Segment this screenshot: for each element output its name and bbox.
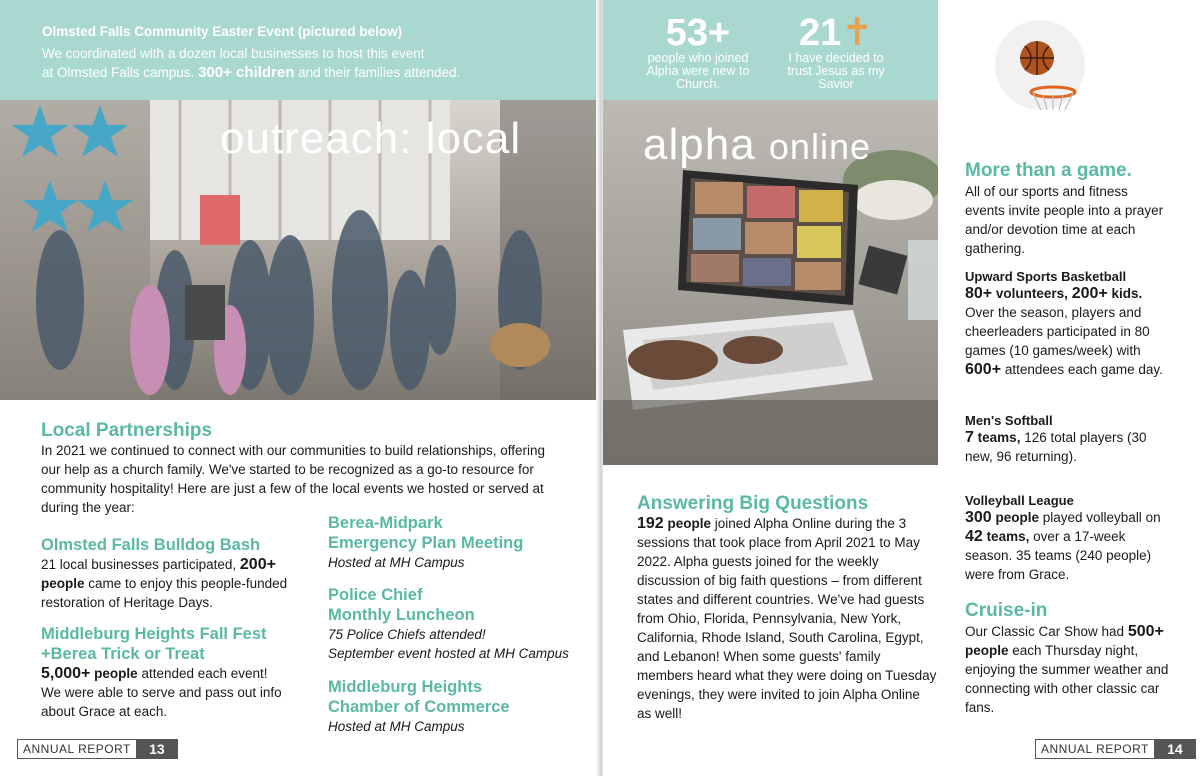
alpha-online-title: alpha online bbox=[643, 120, 871, 169]
more-than-a-game-section bbox=[965, 160, 1195, 258]
chamber-note: Hosted at MH Campus bbox=[328, 719, 465, 734]
right-page bbox=[603, 0, 1200, 776]
mens-softball-title: Men's Softball bbox=[965, 413, 1053, 428]
fall-fest-body: 5,000+ people attended each event! We were able to serve and pass out info about Grace at each. bbox=[41, 665, 282, 719]
alpha-body: 192 people joined Alpha Online during the 3 sessions that took place from April 2021 to May 2022. Alpha guests joined for the weekly discussion of big faith questions – from different states and different countries. We've had guests from Ohio, Florida, Pennsylvania, New York, California, Rhode Island, South Carolina, Egypt, and Lebanon! When some guests' family members heard what they were doing on Tuesday evenings, they were invited to join Alpha Online as well! bbox=[637, 515, 937, 721]
mens-softball-section bbox=[965, 413, 1175, 466]
annual-report-label: ANNUAL REPORT bbox=[1035, 739, 1154, 759]
upward-basketball-section bbox=[965, 269, 1175, 379]
bulldog-bash-heading: Olmsted Falls Bulldog Bash bbox=[41, 536, 261, 554]
easter-event-photo bbox=[0, 100, 598, 400]
volleyball-title: Volleyball League bbox=[965, 493, 1074, 508]
fall-fest-heading: Middleburg Heights Fall Fest +Berea Trick or Treat bbox=[41, 625, 267, 663]
decided-jesus-stat: 21✝ I have decided to trust Jesus as my Savior bbox=[787, 12, 885, 91]
police-chief-section bbox=[328, 585, 590, 663]
basketball-hoop-icon bbox=[995, 20, 1085, 110]
page-number: 13 bbox=[136, 739, 178, 759]
easter-event-description: We coordinated with a dozen local businesses to host this event at Olmsted Falls campus. 300+ children and their families attended. bbox=[42, 46, 461, 81]
left-footer bbox=[17, 739, 178, 759]
alpha-online-photo bbox=[603, 100, 938, 465]
police-chief-heading: Police Chief Monthly Luncheon bbox=[328, 586, 475, 624]
local-partnerships-heading: Local Partnerships bbox=[41, 420, 213, 441]
upward-basketball-title: Upward Sports Basketball bbox=[965, 269, 1127, 284]
outreach-local-title: outreach: local bbox=[220, 114, 522, 163]
more-than-a-game-body: All of our sports and fitness events invite people into a prayer and/or devotion time at each gathering. bbox=[965, 184, 1164, 256]
cruise-in-section bbox=[965, 600, 1175, 717]
upward-basketball-stats: 80+ volunteers, 200+ kids. bbox=[965, 285, 1143, 302]
upward-basketball-body: Over the season, players and cheerleaders participated in 80 games (10 games/week) with 600+ attendees each game day. bbox=[965, 305, 1163, 378]
right-footer bbox=[1035, 739, 1196, 759]
bulldog-bash-section bbox=[41, 535, 309, 612]
berea-midpark-note: Hosted at MH Campus bbox=[328, 555, 465, 570]
volleyball-body: 300 people played volleyball on 42 teams, over a 17-week season. 35 teams (240 people) were from Grace. bbox=[965, 509, 1161, 582]
alpha-heading: Answering Big Questions bbox=[637, 493, 869, 514]
police-chief-note-1: 75 Police Chiefs attended! bbox=[328, 627, 486, 642]
cruise-in-heading: Cruise-in bbox=[965, 600, 1048, 621]
easter-event-title: Olmsted Falls Community Easter Event (pictured below) bbox=[42, 24, 403, 39]
new-to-church-stat: 53+ people who joined Alpha were new to Church. bbox=[646, 12, 750, 91]
alpha-section bbox=[637, 493, 937, 723]
berea-midpark-heading: Berea-Midpark Emergency Plan Meeting bbox=[328, 514, 524, 552]
more-than-a-game-heading: More than a game. bbox=[965, 160, 1132, 181]
chamber-heading: Middleburg Heights Chamber of Commerce bbox=[328, 678, 510, 716]
cruise-in-body: Our Classic Car Show had 500+ people each Thursday night, enjoying the summer weather and connecting with other classic car fans. bbox=[965, 623, 1169, 715]
fall-fest-section bbox=[41, 624, 311, 721]
volleyball-section bbox=[965, 493, 1175, 584]
basketball-illustration bbox=[995, 20, 1085, 110]
annual-report-label: ANNUAL REPORT bbox=[17, 739, 136, 759]
chamber-section bbox=[328, 677, 588, 736]
page-number: 14 bbox=[1154, 739, 1196, 759]
mens-softball-body: 7 teams, 126 total players (30 new, 96 returning). bbox=[965, 429, 1147, 464]
police-chief-note-2: September event hosted at MH Campus bbox=[328, 646, 569, 661]
bulldog-bash-body: 21 local businesses participated, 200+ people came to enjoy this people-funded restoration of Heritage Days. bbox=[41, 556, 288, 610]
left-page bbox=[0, 0, 598, 776]
cross-icon: ✝ bbox=[841, 12, 874, 54]
local-partnerships-body: In 2021 we continued to connect with our communities to build relationships, offering our help as a church family. We've started to be recognized as a go-to resource for community hospitality! Here are just a few of the local events we hosted or served at during the year: bbox=[41, 443, 546, 515]
berea-midpark-section bbox=[328, 513, 588, 572]
local-partnerships-section bbox=[41, 420, 561, 517]
